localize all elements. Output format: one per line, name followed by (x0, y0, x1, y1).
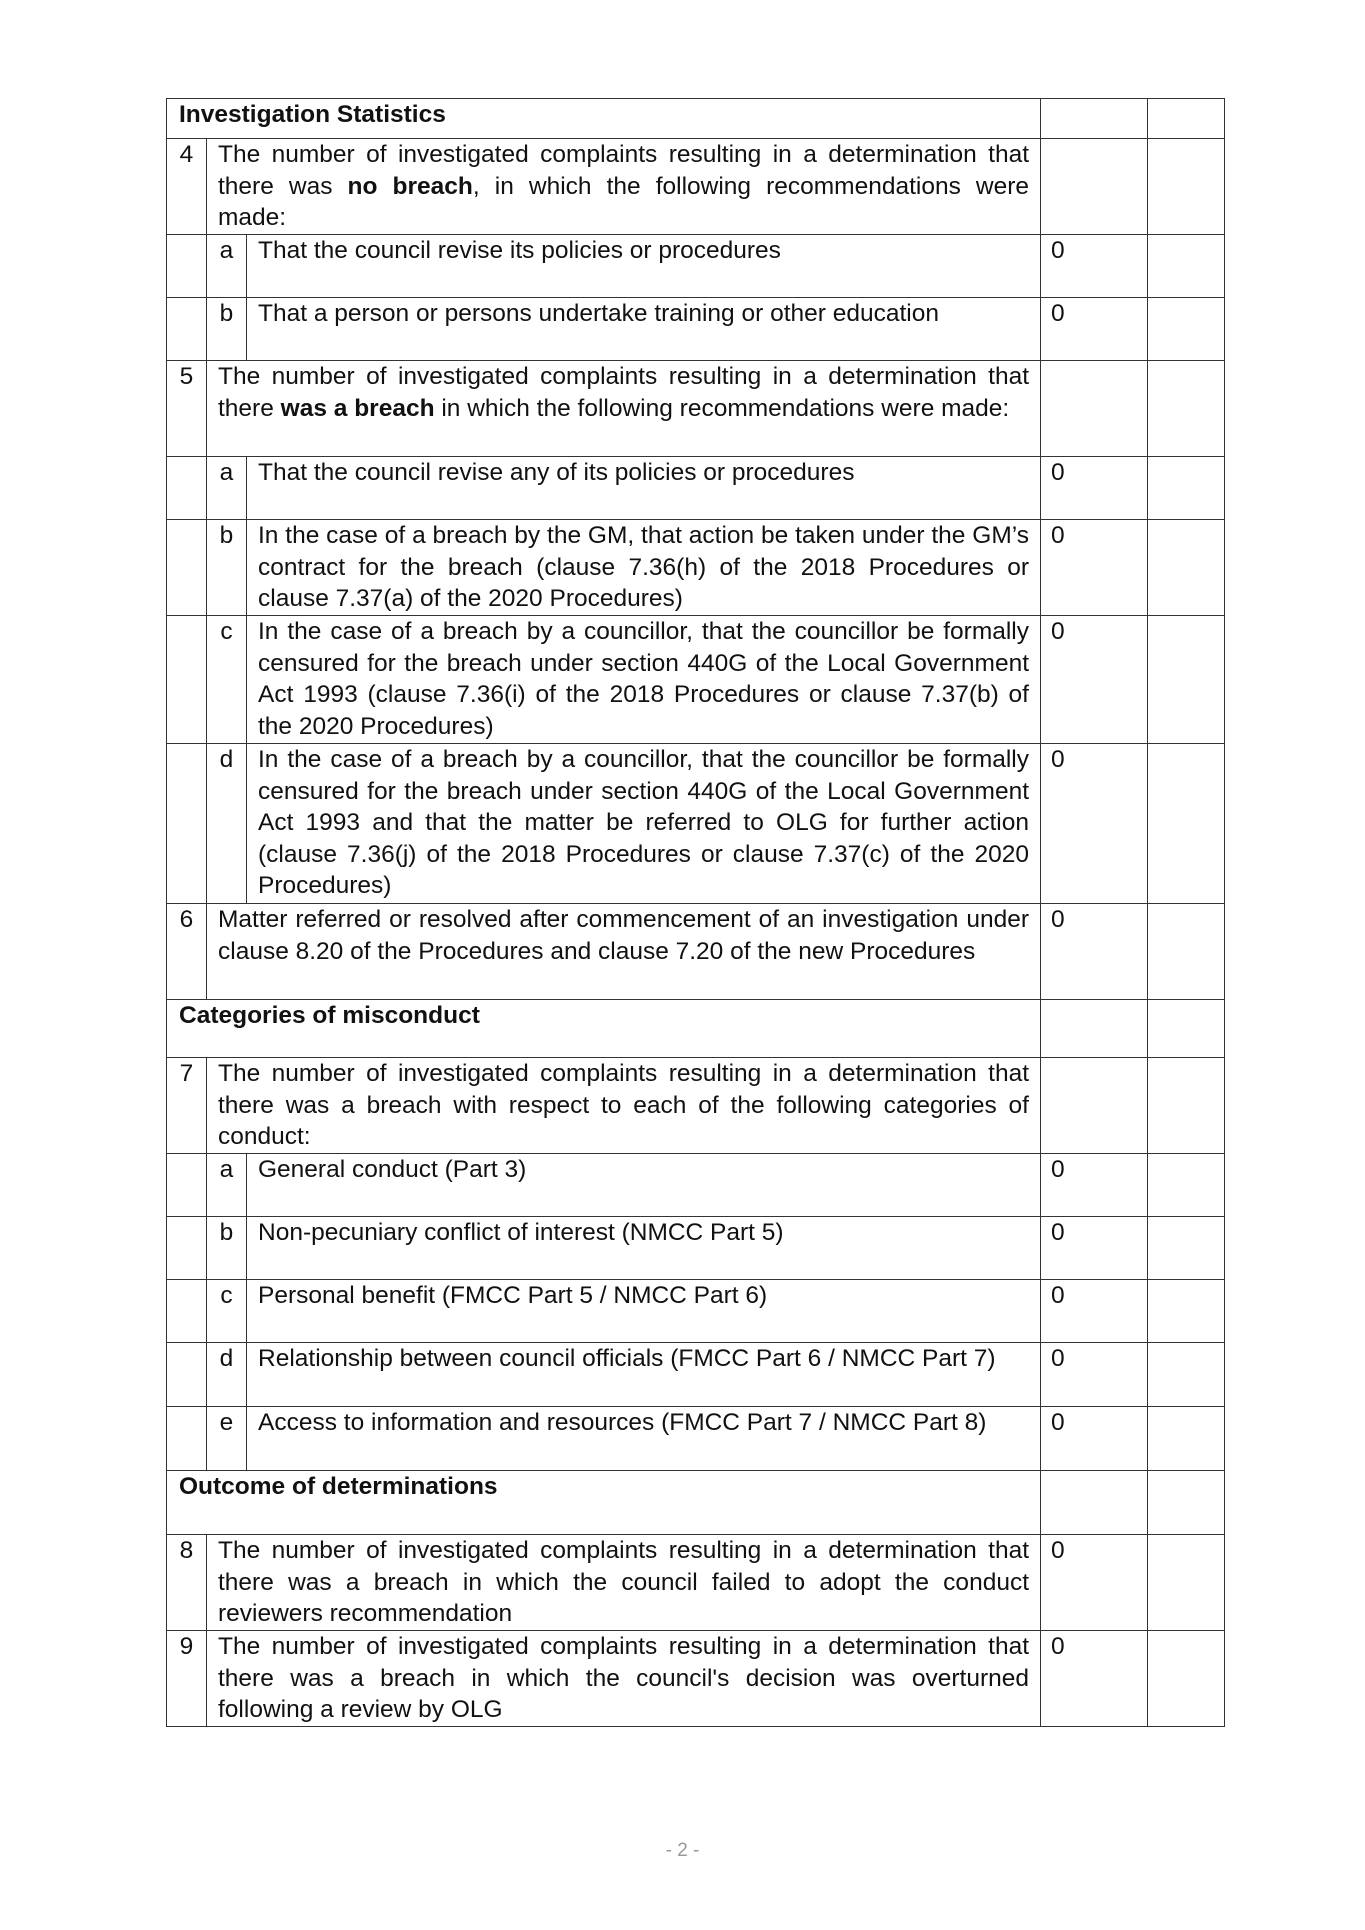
question-row-7 (167, 1058, 1225, 1154)
sub-item-row (167, 235, 1225, 298)
question-text: The number of investigated complaints resulting in a determination that there was a breach in which the council failed to adopt the conduct reviewers recommendation (207, 1535, 1041, 1631)
sub-item-text: Non-pecuniary conflict of interest (NMCC Part 5) (247, 1217, 1041, 1280)
sub-item-row (167, 1154, 1225, 1217)
count-value: 0 (1041, 1535, 1148, 1631)
sub-item-letter: a (207, 235, 247, 298)
section-header-row (167, 99, 1225, 139)
question-row-6 (167, 904, 1225, 1000)
sub-item-letter: d (207, 744, 247, 904)
sub-item-letter: b (207, 520, 247, 616)
page-number: - 2 - (665, 1840, 700, 1861)
section-header-row (167, 1000, 1225, 1058)
count-value: 0 (1041, 616, 1148, 744)
count-value: 0 (1041, 1343, 1148, 1407)
sub-item-letter: d (207, 1343, 247, 1407)
question-text: The number of investigated complaints resulting in a determination that there was no breach, in which the following recommendations were made: (207, 139, 1041, 235)
sub-item-row (167, 616, 1225, 744)
section-title-categories: Categories of misconduct (167, 1000, 1041, 1058)
sub-item-letter: e (207, 1407, 247, 1471)
question-text: Matter referred or resolved after commencement of an investigation under clause 8.20 of the Procedures and clause 7.20 of the new Procedures (207, 904, 1041, 1000)
sub-item-row (167, 744, 1225, 904)
sub-item-text: Personal benefit (FMCC Part 5 / NMCC Part 6) (247, 1280, 1041, 1343)
question-row-4 (167, 139, 1225, 235)
sub-item-text: That the council revise any of its policies or procedures (247, 457, 1041, 520)
sub-item-text: In the case of a breach by the GM, that action be taken under the GM’s contract for the breach (clause 7.36(h) of the 2018 Procedures or clause 7.37(a) of the 2020 Procedures) (247, 520, 1041, 616)
sub-item-text: Relationship between council officials (FMCC Part 6 / NMCC Part 7) (247, 1343, 1041, 1407)
count-value: 0 (1041, 457, 1148, 520)
count-value: 0 (1041, 520, 1148, 616)
sub-item-text: In the case of a breach by a councillor, that the councillor be formally censured for the breach under section 440G of the Local Government Act 1993 and that the matter be referred to OLG for further action (clause 7.36(j) of the 2018 Procedures or clause 7.37(c) of the 2020 Procedures) (247, 744, 1041, 904)
count-value: 0 (1041, 904, 1148, 1000)
count-value: 0 (1041, 235, 1148, 298)
sub-item-row (167, 1217, 1225, 1280)
question-number: 4 (167, 139, 207, 235)
sub-item-letter: b (207, 1217, 247, 1280)
sub-item-letter: a (207, 457, 247, 520)
sub-item-row (167, 1343, 1225, 1407)
count-value: 0 (1041, 1154, 1148, 1217)
question-number: 7 (167, 1058, 207, 1154)
sub-item-row (167, 298, 1225, 361)
question-text: The number of investigated complaints resulting in a determination that there was a breach in which the council's decision was overturned following a review by OLG (207, 1631, 1041, 1727)
sub-item-row (167, 1280, 1225, 1343)
count-value: 0 (1041, 1407, 1148, 1471)
statistics-table (166, 98, 1225, 1727)
question-number: 8 (167, 1535, 207, 1631)
sub-item-text: That the council revise its policies or procedures (247, 235, 1041, 298)
sub-item-text: In the case of a breach by a councillor, that the councillor be formally censured for the breach under section 440G of the Local Government Act 1993 (clause 7.36(i) of the 2018 Procedures or clause 7.37(b) of the 2020 Procedures) (247, 616, 1041, 744)
question-row-5 (167, 361, 1225, 457)
sub-item-letter: a (207, 1154, 247, 1217)
question-number: 6 (167, 904, 207, 1000)
sub-item-letter: c (207, 616, 247, 744)
section-title-investigation: Investigation Statistics (167, 99, 1041, 139)
count-value: 0 (1041, 744, 1148, 904)
question-row-9 (167, 1631, 1225, 1727)
sub-item-row (167, 457, 1225, 520)
section-title-outcome: Outcome of determinations (167, 1471, 1041, 1535)
sub-item-text: Access to information and resources (FMCC Part 7 / NMCC Part 8) (247, 1407, 1041, 1471)
count-value: 0 (1041, 1280, 1148, 1343)
sub-item-text: General conduct (Part 3) (247, 1154, 1041, 1217)
count-value: 0 (1041, 298, 1148, 361)
section-header-row (167, 1471, 1225, 1535)
question-text: The number of investigated complaints resulting in a determination that there was a breach in which the following recommendations were made: (207, 361, 1041, 457)
count-value: 0 (1041, 1217, 1148, 1280)
sub-item-letter: c (207, 1280, 247, 1343)
sub-item-row (167, 1407, 1225, 1471)
question-number: 5 (167, 361, 207, 457)
question-row-8 (167, 1535, 1225, 1631)
question-number: 9 (167, 1631, 207, 1727)
sub-item-text: That a person or persons undertake training or other education (247, 298, 1041, 361)
sub-item-row (167, 520, 1225, 616)
sub-item-letter: b (207, 298, 247, 361)
question-text: The number of investigated complaints resulting in a determination that there was a breach with respect to each of the following categories of conduct: (207, 1058, 1041, 1154)
count-value: 0 (1041, 1631, 1148, 1727)
